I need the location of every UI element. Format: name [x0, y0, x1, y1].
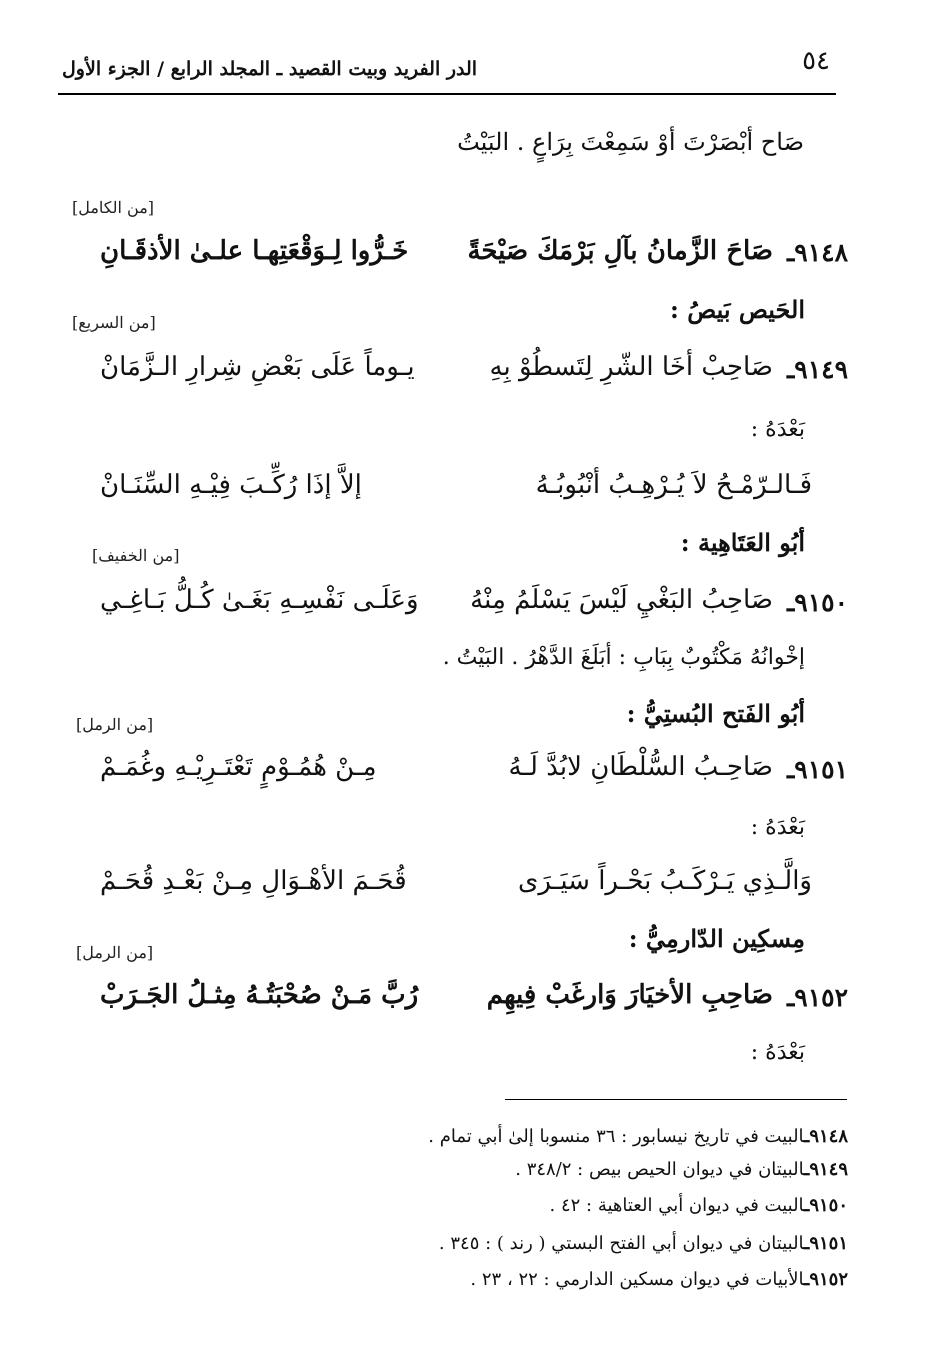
footnote-divider: [505, 1099, 847, 1100]
poet-name: الحَيص بَيصُ :: [669, 295, 805, 324]
meter-label: [من الرمل]: [76, 715, 154, 734]
note-line: إخْوانُهُ مَكْتُوبٌ بِبَابِ : أبَلَغَ الدَّهْرُ . البَيْتُ .: [442, 645, 805, 670]
page-number: ٥٤: [802, 46, 830, 76]
verse-number: ٩١٥٠ـ: [786, 588, 848, 617]
poet-name: أبُو الفَتح البُستِيُّ :: [626, 699, 805, 728]
verse-number: ٩١٤٨ـ: [786, 238, 848, 267]
follow-hemistich-second: إلاَّ إذَا رُكِّـبَ فِيْـهِ السِّنَـانْ: [100, 470, 362, 500]
header-divider: [58, 93, 836, 95]
hemistich-first: صَاحِبْ أخَا الشّرِ لِتَسطُوْ بِهِ: [489, 352, 773, 382]
footnote-text: الأبيات في ديوان مسكين الدارمي : ٢٢ ، ٢٣ .: [470, 1269, 805, 1290]
verse-number: ٩١٥٢ـ: [786, 983, 848, 1012]
running-title: الدر الفريد وبيت القصيد ـ المجلد الرابع / الجزء الأول: [62, 58, 478, 80]
follow-hemistich-first: فَـالـرّمْـحُ لاَ يُـرْهِـبُ أنْبُوبُـهُ: [535, 470, 812, 500]
footnote: [515, 1159, 848, 1180]
meter-label: [من السريع]: [72, 313, 156, 332]
footnote: [428, 1126, 848, 1147]
footnote-number: ٩١٥٠ـ: [804, 1195, 848, 1216]
meter-label: [من الرمل]: [76, 943, 154, 962]
hemistich-second: يـوماً عَلَى بَعْضِ شِرارِ الـزَّمَانْ: [100, 352, 415, 382]
hemistich-second: رُبَّ مَـنْ صُحْبَتُـهُ مِثـلُ الجَـرَبْ: [100, 980, 419, 1010]
footnote-number: ٩١٥٢ـ: [804, 1269, 848, 1290]
meter-label: [من الخفيف]: [92, 546, 180, 565]
footnote-text: البيتان في ديوان الحيص بيص : ٣٤٨/٢ .: [515, 1159, 805, 1180]
after-label: بَعْدَهُ :: [750, 815, 805, 840]
hemistich-second: وَعَلَـى نَفْسِـهِ بَغَـىٰ كُـلُّ بَـاغِـي: [100, 585, 419, 615]
intro-line: صَاح أبْصَرْتَ أوْ سَمِعْتَ بِرَاعٍ . البَيْتُ: [457, 128, 804, 156]
footnote-text: البيتان في ديوان أبي الفتح البستي ( رند ) : ٣٤٥ .: [438, 1233, 805, 1254]
follow-hemistich-first: وَالَّـذِي يَـرْكَـبُ بَحْـراً سَيَـرَى: [518, 866, 812, 896]
hemistich-first: صَاحِبُ البَغْيِ لَيْسَ يَسْلَمُ مِنْهُ: [470, 585, 773, 615]
meter-label: [من الكامل]: [72, 198, 155, 217]
footnote-number: ٩١٥١ـ: [804, 1233, 848, 1254]
poet-name: مِسكِين الدّارمِيُّ :: [628, 924, 805, 953]
footnote: [439, 1233, 848, 1254]
footnote: [550, 1195, 848, 1216]
footnote: [470, 1269, 848, 1290]
verse-number: ٩١٥١ـ: [786, 755, 848, 784]
after-label: بَعْدَهُ :: [750, 417, 805, 442]
follow-hemistich-second: قُحَـمَ الأهْـوَالِ مِـنْ بَعْـدِ قُحَـمْ: [100, 866, 407, 896]
footnote-number: ٩١٤٨ـ: [804, 1126, 848, 1147]
hemistich-second: مِـنْ هُمُـوْمٍ تَعْتَـرِيْـهِ وغُمَـمْ: [100, 752, 377, 782]
hemistich-first: صَاحَ الزَّمانُ بآلِ بَرْمَكَ صَيْحَةً: [467, 236, 773, 266]
hemistich-second: خَـرُّوا لِـوَقْعَتِهـا علـىٰ الأذقَـانِ: [100, 236, 409, 266]
verse-number: ٩١٤٩ـ: [786, 355, 848, 384]
footnote-text: البيت في تاريخ نيسابور : ٣٦ منسوبا إلىٰ أبي تمام .: [428, 1126, 805, 1147]
footnote-text: البيت في ديوان أبي العتاهية : ٤٢ .: [549, 1195, 805, 1216]
poet-name: أبُو العَتَاهِية :: [680, 528, 805, 557]
hemistich-first: صَاحِبِ الأخيَارَ وَارغَبْ فِيهِم: [486, 980, 773, 1010]
footnote-number: ٩١٤٩ـ: [804, 1159, 848, 1180]
after-label: بَعْدَهُ :: [750, 1040, 805, 1065]
hemistich-first: صَاحِـبُ السُّلْطَانِ لابُدَّ لَـهُ: [508, 752, 773, 782]
